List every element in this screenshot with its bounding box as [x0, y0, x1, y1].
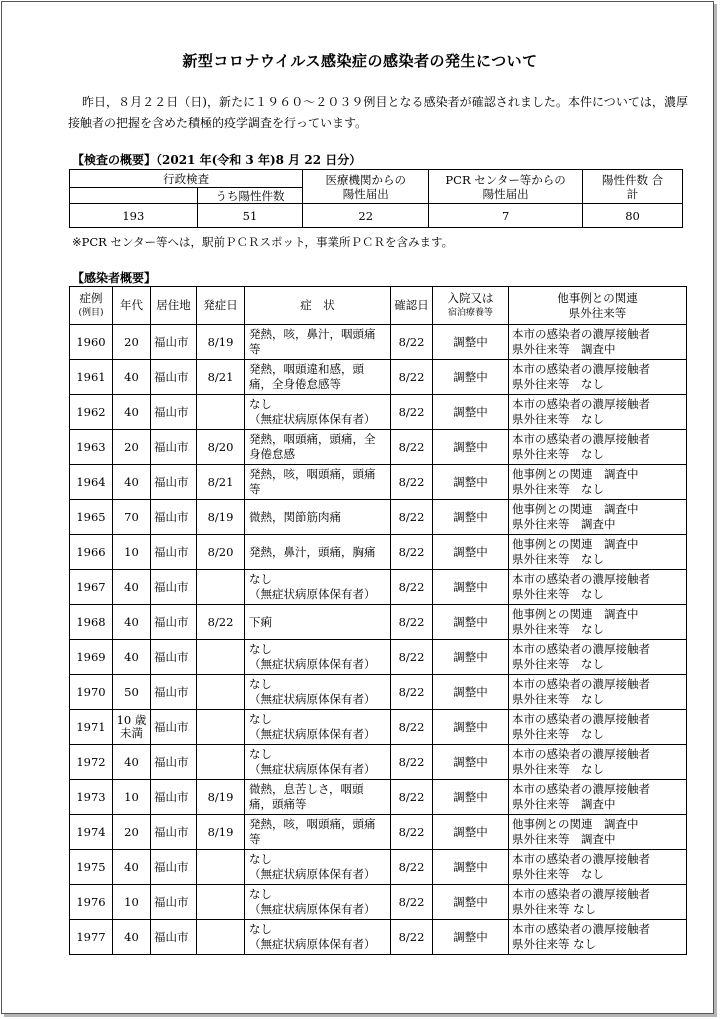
cell-relation-line-2: 県外往来等 なし	[512, 552, 604, 566]
cell-residence: 福山市	[151, 850, 197, 885]
table-header-row	[70, 287, 687, 325]
cell-relation	[509, 675, 687, 710]
cell-symptoms-line-2: （無症状病原体保有者）	[249, 692, 376, 706]
cell-onset: 8/22	[197, 605, 245, 640]
cell-residence: 福山市	[151, 360, 197, 395]
col-hospital-label: 入院又は	[447, 290, 494, 305]
cell-symptoms-line-1: 発熱，咳，咽頭痛，頭痛	[249, 467, 376, 481]
table-row	[70, 745, 687, 780]
cell-relation	[509, 465, 687, 500]
cell-age: 20	[113, 430, 151, 465]
cell-relation-line-2: 県外往来等 なし	[512, 622, 604, 636]
cell-residence: 福山市	[151, 885, 197, 920]
table-row	[70, 605, 687, 640]
cell-symptoms-line-2: （無症状病原体保有者）	[249, 587, 376, 601]
cell-case-no: 1968	[70, 605, 113, 640]
cell-confirmed: 8/22	[391, 815, 433, 850]
cell-symptoms-line-1: なし	[249, 922, 272, 936]
cell-residence: 福山市	[151, 710, 197, 745]
table-row	[70, 920, 687, 955]
cell-residence: 福山市	[151, 920, 197, 955]
cell-age: 40	[113, 745, 151, 780]
cell-symptoms	[245, 920, 391, 955]
cell-symptoms	[245, 535, 391, 570]
cell-onset	[197, 395, 245, 430]
cell-age: 40	[113, 395, 151, 430]
summary-heading: 【検査の概要】（2021 年(令和 3 年)8 月 22 日分）	[72, 153, 362, 167]
cell-symptoms-line-1: なし	[249, 572, 272, 586]
cell-symptoms	[245, 570, 391, 605]
cell-case-no: 1973	[70, 780, 113, 815]
table-row	[70, 885, 687, 920]
header-admin-blank	[70, 188, 198, 204]
cell-relation-line-1: 本市の感染者の濃厚接触者	[512, 327, 650, 341]
cell-onset: 8/19	[197, 325, 245, 360]
cell-hospital: 調整中	[433, 395, 509, 430]
col-relation	[509, 287, 687, 325]
cell-residence: 福山市	[151, 640, 197, 675]
cell-case-no: 1974	[70, 815, 113, 850]
cell-relation-line-2: 県外往来等 なし	[512, 692, 604, 706]
table-row	[70, 465, 687, 500]
cases-table	[69, 286, 687, 955]
cell-hospital: 調整中	[433, 465, 509, 500]
cell-hospital: 調整中	[433, 745, 509, 780]
cell-symptoms-line-1: なし	[249, 712, 272, 726]
cell-case-no: 1963	[70, 430, 113, 465]
value-positive-sub: 51	[197, 204, 303, 228]
cell-symptoms-line-1: なし	[249, 852, 272, 866]
cell-symptoms	[245, 745, 391, 780]
col-confirmed: 確認日	[391, 287, 433, 325]
table-row	[70, 500, 687, 535]
table-row	[70, 325, 687, 360]
col-case-no-label: 症例	[79, 290, 103, 305]
header-pcr-text: PCR センター等からの陽性届出	[445, 172, 566, 201]
cell-age: 10	[113, 780, 151, 815]
col-case-no-sub: (例目)	[78, 307, 104, 318]
cell-relation	[509, 325, 687, 360]
cell-symptoms-line-1: 発熱，咳，鼻汁，咽頭痛	[249, 327, 376, 341]
cell-symptoms-line-1: 微熱，関節筋肉痛	[249, 509, 341, 524]
cell-confirmed: 8/22	[391, 675, 433, 710]
cell-age: 40	[113, 605, 151, 640]
col-hospital	[433, 287, 509, 325]
cell-relation	[509, 535, 687, 570]
cell-symptoms-line-2: （無症状病原体保有者）	[249, 762, 376, 776]
cell-onset	[197, 885, 245, 920]
cell-case-no: 1969	[70, 640, 113, 675]
table-row	[70, 780, 687, 815]
table-row	[70, 430, 687, 465]
header-admin-test: 行政検査	[70, 170, 303, 188]
cell-relation-line-2: 県外往来等 なし	[512, 727, 604, 741]
intro-paragraph: 昨日，８月２２日（日)，新たに１９６０～２０３９例目となる感染者が確認されました。本件については，濃厚接触者の把握を含めた積極的疫学調査を行っています。	[68, 95, 688, 130]
col-symptoms: 症 状	[245, 287, 391, 325]
cell-residence: 福山市	[151, 570, 197, 605]
header-total-text: 陽性件数 合計	[601, 172, 664, 201]
cell-relation	[509, 850, 687, 885]
value-total: 80	[583, 204, 683, 228]
cell-residence: 福山市	[151, 430, 197, 465]
cell-relation-line-2: 県外往来等 調査中	[512, 797, 616, 811]
cell-hospital: 調整中	[433, 920, 509, 955]
cell-symptoms	[245, 500, 391, 535]
cell-symptoms-line-2: （無症状病原体保有者）	[249, 867, 376, 881]
cell-onset: 8/21	[197, 465, 245, 500]
cell-symptoms	[245, 850, 391, 885]
cell-relation-line-2: 県外往来等 調査中	[512, 517, 616, 531]
col-residence: 居住地	[151, 287, 197, 325]
cell-relation-line-1: 本市の感染者の濃厚接触者	[512, 362, 650, 376]
cell-relation-line-2: 県外往来等 調査中	[512, 342, 616, 356]
header-pcr-center	[429, 170, 583, 204]
cell-hospital: 調整中	[433, 605, 509, 640]
col-case-no	[70, 287, 113, 325]
cell-relation-line-2: 県外往来等 なし	[512, 867, 604, 881]
cell-case-no: 1962	[70, 395, 113, 430]
col-age: 年代	[113, 287, 151, 325]
cell-relation	[509, 570, 687, 605]
cell-case-no: 1967	[70, 570, 113, 605]
cell-residence: 福山市	[151, 465, 197, 500]
table-row	[70, 850, 687, 885]
cell-confirmed: 8/22	[391, 640, 433, 675]
cell-onset	[197, 570, 245, 605]
table-row	[70, 360, 687, 395]
cell-relation-line-2: 県外往来等 なし	[512, 482, 604, 496]
value-admin-test: 193	[70, 204, 198, 228]
cell-relation	[509, 430, 687, 465]
value-pcr-center: 7	[429, 204, 583, 228]
cell-symptoms	[245, 360, 391, 395]
cell-symptoms-line-2: 等	[249, 832, 261, 846]
cell-relation-line-2: 県外往来等 なし	[512, 902, 597, 916]
cell-age: 10 歳未満	[113, 710, 151, 745]
cell-hospital: 調整中	[433, 780, 509, 815]
cell-residence: 福山市	[151, 500, 197, 535]
cell-relation-line-2: 県外往来等 なし	[512, 412, 604, 426]
cell-onset	[197, 850, 245, 885]
cell-hospital: 調整中	[433, 710, 509, 745]
cell-relation-line-2: 県外往来等 なし	[512, 657, 604, 671]
cell-relation	[509, 920, 687, 955]
cell-relation-line-1: 本市の感染者の濃厚接触者	[512, 852, 650, 866]
cell-age: 10	[113, 535, 151, 570]
cell-symptoms	[245, 780, 391, 815]
cell-hospital: 調整中	[433, 570, 509, 605]
table-row	[70, 815, 687, 850]
cell-case-no: 1971	[70, 710, 113, 745]
cell-symptoms-line-1: なし	[249, 887, 272, 901]
cases-table-body	[70, 325, 687, 955]
cell-relation	[509, 710, 687, 745]
cell-symptoms-line-1: 発熱，咽頭痛，頭痛，全	[249, 432, 376, 446]
cell-relation	[509, 360, 687, 395]
cell-age: 50	[113, 675, 151, 710]
cell-relation	[509, 745, 687, 780]
cell-symptoms-line-1: なし	[249, 677, 272, 691]
cell-age: 40	[113, 640, 151, 675]
cell-case-no: 1960	[70, 325, 113, 360]
cell-relation-line-2: 県外往来等 調査中	[512, 832, 616, 846]
cell-confirmed: 8/22	[391, 535, 433, 570]
cell-residence: 福山市	[151, 395, 197, 430]
cell-symptoms-line-1: なし	[249, 747, 272, 761]
cell-symptoms-line-2: （無症状病原体保有者）	[249, 937, 376, 951]
cell-relation	[509, 500, 687, 535]
cell-relation	[509, 605, 687, 640]
cell-symptoms-line-2: （無症状病原体保有者）	[249, 902, 376, 916]
cell-symptoms	[245, 675, 391, 710]
cell-relation-line-1: 本市の感染者の濃厚接触者	[512, 642, 650, 656]
cell-symptoms-line-2: （無症状病原体保有者）	[249, 412, 376, 426]
cell-relation-line-2: 県外往来等 なし	[512, 447, 604, 461]
value-medical: 22	[303, 204, 429, 228]
table-row	[70, 395, 687, 430]
cell-case-no: 1961	[70, 360, 113, 395]
cell-relation	[509, 885, 687, 920]
cell-symptoms-line-2: （無症状病原体保有者）	[249, 727, 376, 741]
cell-symptoms	[245, 605, 391, 640]
header-positive-sub: うち陽性件数	[197, 188, 303, 204]
cell-onset: 8/20	[197, 535, 245, 570]
cell-onset	[197, 745, 245, 780]
header-medical-text: 医療機関からの陽性届出	[325, 172, 406, 201]
cell-confirmed: 8/22	[391, 570, 433, 605]
cell-hospital: 調整中	[433, 640, 509, 675]
cell-relation-line-1: 他事例との関連 調査中	[512, 817, 639, 831]
cell-confirmed: 8/22	[391, 395, 433, 430]
cell-relation-line-1: 本市の感染者の濃厚接触者	[512, 887, 650, 901]
cell-age: 40	[113, 850, 151, 885]
cell-onset: 8/19	[197, 815, 245, 850]
cell-symptoms	[245, 815, 391, 850]
cell-symptoms-line-2: 身倦怠感	[249, 447, 295, 461]
cell-age: 40	[113, 360, 151, 395]
cell-hospital: 調整中	[433, 325, 509, 360]
cell-symptoms-line-2: 痛，頭痛等	[249, 797, 307, 811]
cell-residence: 福山市	[151, 815, 197, 850]
table-row	[70, 640, 687, 675]
cell-symptoms	[245, 640, 391, 675]
cell-onset	[197, 920, 245, 955]
cell-relation-line-1: 他事例との関連 調査中	[512, 467, 639, 481]
cell-confirmed: 8/22	[391, 465, 433, 500]
cell-relation-line-2: 県外往来等 なし	[512, 587, 604, 601]
cell-hospital: 調整中	[433, 535, 509, 570]
cell-relation-line-1: 他事例との関連 調査中	[512, 502, 639, 516]
cell-hospital: 調整中	[433, 500, 509, 535]
cell-relation-line-1: 本市の感染者の濃厚接触者	[512, 747, 650, 761]
cell-relation-line-2: 県外往来等 なし	[512, 937, 597, 951]
cell-confirmed: 8/22	[391, 780, 433, 815]
cell-symptoms-line-1: なし	[249, 642, 272, 656]
cell-symptoms	[245, 885, 391, 920]
cell-residence: 福山市	[151, 535, 197, 570]
cell-case-no: 1972	[70, 745, 113, 780]
cell-relation-line-1: 本市の感染者の濃厚接触者	[512, 572, 650, 586]
cell-age: 70	[113, 500, 151, 535]
cell-age: 20	[113, 815, 151, 850]
cell-case-no: 1970	[70, 675, 113, 710]
cell-age: 40	[113, 570, 151, 605]
header-medical	[303, 170, 429, 204]
cell-age: 40	[113, 920, 151, 955]
cell-onset: 8/20	[197, 430, 245, 465]
cell-relation-line-1: 本市の感染者の濃厚接触者	[512, 677, 650, 691]
cell-confirmed: 8/22	[391, 745, 433, 780]
cases-heading: 【感染者概要】	[72, 271, 157, 285]
cell-residence: 福山市	[151, 745, 197, 780]
cell-confirmed: 8/22	[391, 325, 433, 360]
cell-case-no: 1966	[70, 535, 113, 570]
cell-relation-line-1: 本市の感染者の濃厚接触者	[512, 712, 650, 726]
col-relation-label: 他事例との関連	[557, 290, 638, 305]
cell-hospital: 調整中	[433, 675, 509, 710]
cell-onset	[197, 640, 245, 675]
cell-relation-line-2: 県外往来等 なし	[512, 377, 604, 391]
cell-confirmed: 8/22	[391, 850, 433, 885]
cell-onset	[197, 710, 245, 745]
cell-confirmed: 8/22	[391, 920, 433, 955]
table-row	[70, 710, 687, 745]
cell-relation	[509, 780, 687, 815]
cell-relation-line-1: 本市の感染者の濃厚接触者	[512, 782, 650, 796]
cell-confirmed: 8/22	[391, 885, 433, 920]
cell-onset: 8/19	[197, 500, 245, 535]
cell-case-no: 1964	[70, 465, 113, 500]
cell-confirmed: 8/22	[391, 430, 433, 465]
cell-confirmed: 8/22	[391, 605, 433, 640]
table-row	[70, 675, 687, 710]
col-onset: 発症日	[197, 287, 245, 325]
cell-hospital: 調整中	[433, 815, 509, 850]
cell-symptoms	[245, 465, 391, 500]
cell-relation-line-1: 本市の感染者の濃厚接触者	[512, 397, 650, 411]
cell-symptoms-line-2: 等	[249, 342, 261, 356]
cell-symptoms-line-1: 発熱，鼻汁，頭痛，胸痛	[249, 544, 376, 559]
cell-relation	[509, 640, 687, 675]
page-title: 新型コロナウイルス感染症の感染者の発生について	[182, 52, 538, 70]
cell-symptoms-line-1: 微熱，息苦しさ，咽頭	[249, 782, 364, 796]
cell-symptoms	[245, 710, 391, 745]
col-hospital-sub: 宿泊療養等	[447, 307, 493, 318]
cell-confirmed: 8/22	[391, 710, 433, 745]
cell-symptoms	[245, 325, 391, 360]
summary-note: ※PCR センター等へは，駅前ＰＣＲスポット，事業所ＰＣＲを含みます。	[72, 235, 454, 249]
cell-relation-line-1: 他事例との関連 調査中	[512, 537, 639, 551]
col-relation-sub: 県外往来等	[568, 305, 627, 320]
table-row	[70, 535, 687, 570]
cell-relation	[509, 815, 687, 850]
cell-symptoms-line-1: なし	[249, 397, 272, 411]
cell-residence: 福山市	[151, 605, 197, 640]
cell-hospital: 調整中	[433, 430, 509, 465]
cell-hospital: 調整中	[433, 850, 509, 885]
cell-hospital: 調整中	[433, 885, 509, 920]
cell-relation-line-1: 他事例との関連 調査中	[512, 607, 639, 621]
cell-residence: 福山市	[151, 780, 197, 815]
cell-relation	[509, 395, 687, 430]
cell-confirmed: 8/22	[391, 500, 433, 535]
cell-age: 40	[113, 465, 151, 500]
cell-symptoms-line-1: 下痢	[249, 614, 272, 629]
cell-symptoms-line-2: 痛，全身倦怠感等	[249, 377, 341, 391]
cell-onset: 8/19	[197, 780, 245, 815]
cell-onset	[197, 675, 245, 710]
cell-symptoms-line-1: 発熱，咳，咽頭痛，頭痛	[249, 817, 376, 831]
cell-symptoms	[245, 430, 391, 465]
cell-relation-line-2: 県外往来等 なし	[512, 762, 604, 776]
cell-case-no: 1977	[70, 920, 113, 955]
header-total	[583, 170, 683, 204]
cell-symptoms-line-2: （無症状病原体保有者）	[249, 657, 376, 671]
cell-residence: 福山市	[151, 325, 197, 360]
cell-onset: 8/21	[197, 360, 245, 395]
cell-symptoms	[245, 395, 391, 430]
cell-symptoms-line-1: 発熱，咽頭違和感，頭	[249, 362, 364, 376]
cell-relation-line-1: 本市の感染者の濃厚接触者	[512, 432, 650, 446]
cell-case-no: 1965	[70, 500, 113, 535]
cell-case-no: 1976	[70, 885, 113, 920]
cell-relation-line-1: 本市の感染者の濃厚接触者	[512, 922, 650, 936]
cell-confirmed: 8/22	[391, 360, 433, 395]
cell-hospital: 調整中	[433, 360, 509, 395]
cell-symptoms-line-2: 等	[249, 482, 261, 496]
table-row	[70, 570, 687, 605]
summary-table	[69, 169, 683, 228]
cell-age: 10	[113, 885, 151, 920]
cell-residence: 福山市	[151, 675, 197, 710]
cell-age: 20	[113, 325, 151, 360]
cell-case-no: 1975	[70, 850, 113, 885]
